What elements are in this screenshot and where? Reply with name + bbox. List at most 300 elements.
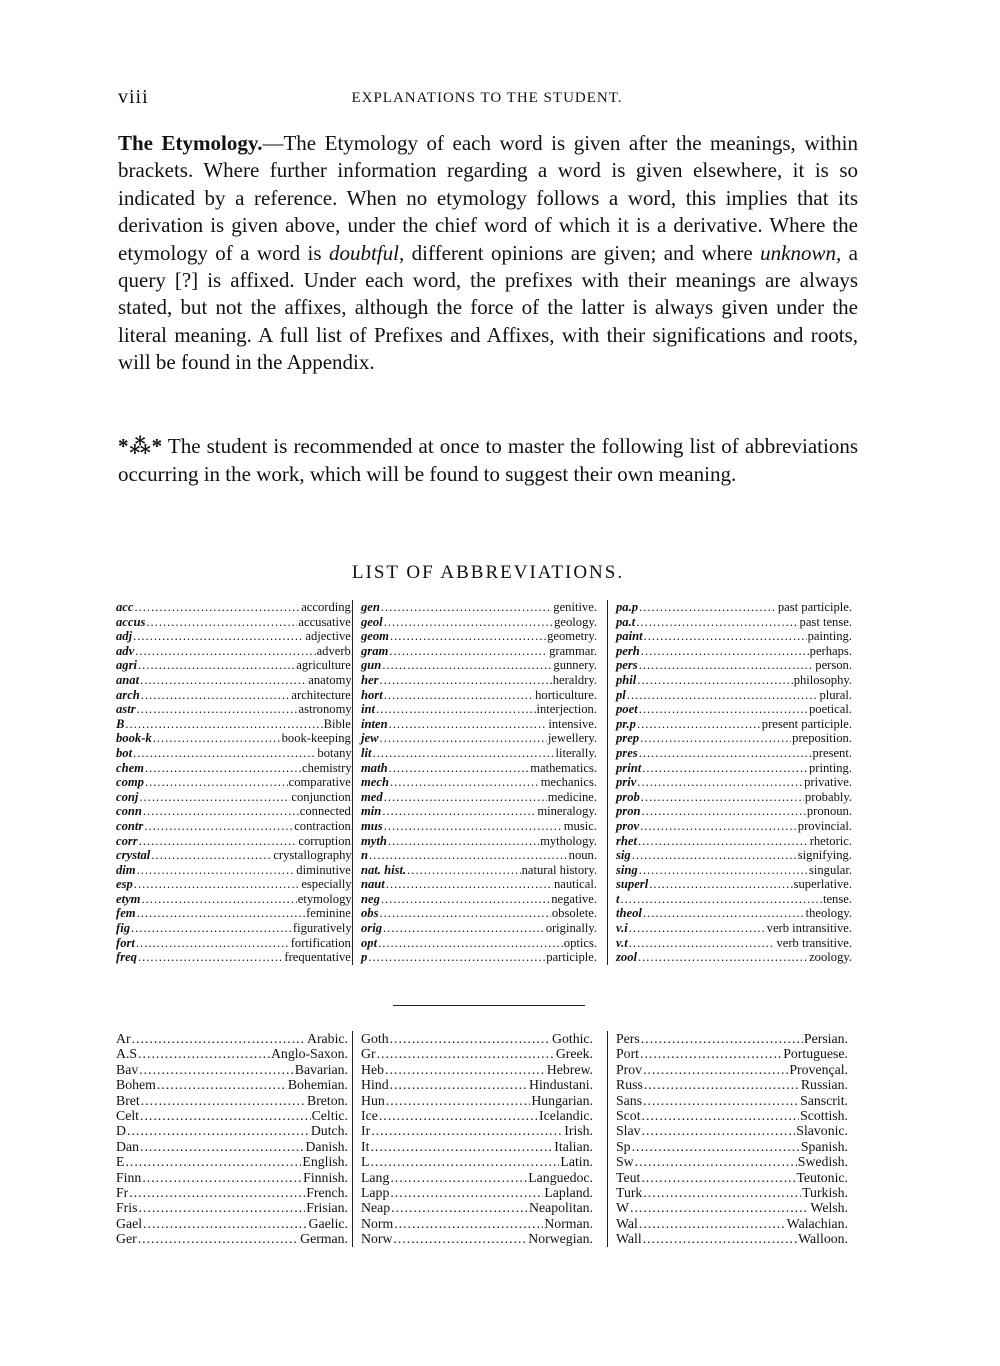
abbreviation-meaning: tense.	[822, 891, 852, 906]
abbreviation-meaning: frequentative.	[284, 950, 354, 965]
abbreviation-entry	[116, 1185, 348, 1200]
abbreviation-entry	[116, 644, 354, 659]
leader-dots	[138, 658, 295, 673]
abbreviation: n	[361, 848, 369, 863]
abbreviation-meaning: obsolete.	[551, 906, 597, 921]
abbreviation-entry	[361, 1154, 593, 1169]
abbreviation: orig	[361, 921, 382, 936]
abbreviation-entry	[116, 921, 354, 936]
abbreviation: Goth	[361, 1031, 389, 1046]
abbreviation-entry	[616, 936, 852, 951]
leader-dots	[146, 615, 297, 630]
abbreviation-entry	[116, 1170, 348, 1185]
abbreviation-entry	[361, 1216, 593, 1231]
abbreviation-entry	[361, 1123, 593, 1138]
abbreviation: pr.p	[616, 716, 636, 731]
abbreviation-meaning: corruption.	[298, 833, 354, 848]
page-number: viii	[118, 86, 149, 108]
leader-dots	[138, 1200, 305, 1215]
abbreviation: accus	[116, 614, 146, 629]
abbreviation: Wal	[616, 1215, 638, 1231]
leader-dots	[384, 615, 553, 630]
leader-dots	[643, 1093, 799, 1108]
abbreviation: Russ	[616, 1077, 643, 1093]
abbreviation: sing	[616, 862, 638, 877]
abbreviation: Finn	[116, 1169, 142, 1185]
leader-dots	[643, 906, 805, 921]
abbreviation: anat	[116, 672, 140, 687]
abbreviation-meaning: participle.	[546, 950, 597, 965]
abbreviation-meaning: Walloon.	[798, 1231, 848, 1247]
abbreviation: Bret	[116, 1092, 140, 1108]
abbreviation-meaning: perhaps.	[809, 643, 852, 658]
abbreviation-meaning: Icelandic.	[538, 1108, 593, 1124]
abbreviation-entry	[116, 629, 354, 644]
leader-dots	[373, 746, 555, 761]
abbreviation-meaning: comparative.	[288, 775, 354, 790]
abbreviation-meaning: English.	[302, 1154, 348, 1170]
abbreviation: geol	[361, 614, 383, 629]
leader-dots	[390, 1031, 551, 1046]
abbreviation: naut	[361, 877, 385, 892]
leader-dots	[135, 644, 315, 659]
abbreviation-meaning: mythology.	[540, 833, 597, 848]
abbreviation: prob	[616, 789, 640, 804]
abbreviation-meaning: Frisian.	[306, 1200, 348, 1216]
etymology-doubtful: doubtful,	[328, 240, 405, 265]
abbreviation-entry	[116, 702, 354, 717]
abbreviation: math	[361, 760, 388, 775]
leader-dots	[394, 1216, 543, 1231]
leader-dots	[644, 629, 807, 644]
leader-dots	[642, 761, 808, 776]
abbreviation-meaning: verb transitive.	[776, 935, 852, 950]
abbreviation-entry	[361, 761, 597, 776]
abbreviation-entry	[616, 848, 852, 863]
abbreviation-entry	[616, 629, 852, 644]
leader-dots	[385, 1062, 546, 1077]
leader-dots	[141, 688, 291, 703]
abbreviation-entry	[616, 1093, 848, 1108]
abbreviation-entry	[116, 819, 354, 834]
leader-dots	[133, 746, 316, 761]
leader-dots	[129, 1185, 305, 1200]
leader-dots	[637, 673, 792, 688]
abbreviation: paint	[616, 629, 643, 644]
leader-dots	[630, 1200, 809, 1215]
abbreviation-meaning: Provençal.	[789, 1061, 848, 1077]
abbreviation-entry	[616, 906, 852, 921]
abbreviation-entry	[116, 950, 354, 965]
abbreviation-entry	[616, 615, 852, 630]
abbreviation-entry	[116, 936, 354, 951]
leader-dots	[371, 1123, 563, 1138]
abbreviation-meaning: Bohemian.	[287, 1077, 348, 1093]
abbreviation-meaning: mineralogy.	[537, 804, 597, 819]
abbreviation-entry	[116, 1123, 348, 1138]
abbreviation: pl	[616, 687, 626, 702]
abbreviation-entry	[616, 950, 852, 965]
leader-dots	[137, 702, 298, 717]
abbreviation-entry	[361, 1093, 593, 1108]
abbreviation: pres	[616, 745, 638, 760]
abbreviation-entry	[116, 717, 354, 732]
leader-dots	[151, 848, 272, 863]
abbreviation: Celt	[116, 1108, 139, 1124]
abbreviation: adv	[116, 643, 135, 658]
leader-dots	[379, 1108, 538, 1123]
abbreviation-meaning: verb intransitive.	[766, 921, 852, 936]
abbreviation: mus	[361, 818, 383, 833]
abbreviation-entry	[361, 600, 597, 615]
leader-dots	[380, 673, 552, 688]
abbreviation-entry	[361, 775, 597, 790]
abbreviation-entry	[361, 906, 597, 921]
abbreviation-entry	[116, 1062, 348, 1077]
abbreviation-entry	[116, 790, 354, 805]
leader-dots	[139, 790, 290, 805]
abbreviation-meaning: originally.	[545, 921, 597, 936]
leader-dots	[621, 892, 822, 907]
abbreviation-meaning: especially.	[301, 877, 354, 892]
student-note	[118, 432, 858, 488]
abbreviation: p	[361, 950, 368, 965]
abbreviation-entry	[361, 1185, 593, 1200]
abbreviation: v.t	[616, 935, 628, 950]
leader-dots	[640, 1046, 782, 1061]
abbreviation: adj	[116, 629, 133, 644]
abbreviation-entry	[361, 936, 597, 951]
abbreviation-meaning: Sanscrit.	[800, 1092, 848, 1108]
abbreviation-entry	[116, 1093, 348, 1108]
abbreviation-entry	[361, 863, 597, 878]
leader-dots	[145, 775, 288, 790]
abbreviation-entry	[361, 702, 597, 717]
abbreviation-meaning: past tense.	[799, 614, 852, 629]
abbreviation: chem	[116, 760, 144, 775]
leader-dots	[637, 717, 761, 732]
abbreviation-meaning: Norman.	[544, 1215, 593, 1231]
abbreviation: Bav	[116, 1061, 139, 1077]
abbreviation: astr	[116, 702, 136, 717]
abbreviation-meaning: zoology.	[809, 950, 852, 965]
abbreviation: Port	[616, 1046, 639, 1062]
leader-dots	[638, 950, 808, 965]
abbreviation-meaning: Arabic.	[307, 1031, 348, 1046]
leader-dots	[141, 892, 296, 907]
abbreviation-meaning: geometry.	[547, 629, 597, 644]
leader-dots	[641, 1031, 803, 1046]
abbreviation-entry	[361, 1231, 593, 1246]
abbreviation: phil	[616, 672, 637, 687]
abbreviation-entry	[116, 892, 354, 907]
abbreviation-meaning: mechanics.	[540, 775, 597, 790]
abbreviations-column-2	[352, 600, 597, 965]
abbreviation-entry	[116, 906, 354, 921]
abbreviation-meaning: painting.	[807, 629, 852, 644]
abbreviation: A.S	[116, 1046, 138, 1062]
abbreviation-entry	[116, 848, 354, 863]
abbreviation-meaning: Persian.	[803, 1031, 848, 1046]
abbreviation: corr	[116, 833, 138, 848]
leader-dots	[407, 863, 520, 878]
abbreviation: Pers	[616, 1031, 640, 1046]
abbreviation-entry	[616, 1170, 848, 1185]
abbreviation: Bohem	[116, 1077, 156, 1093]
abbreviation-meaning: Slavonic.	[796, 1123, 848, 1139]
abbreviation-meaning: Turkish.	[802, 1185, 848, 1201]
etymology-unknown: unknown,	[760, 240, 842, 265]
leader-dots	[641, 1170, 795, 1185]
abbreviation: rhet	[616, 833, 637, 848]
abbreviation: Fr	[116, 1185, 129, 1201]
leader-dots	[153, 731, 281, 746]
abbreviation-meaning: interjection.	[536, 702, 597, 717]
section-divider	[393, 1005, 585, 1006]
abbreviation-entry	[616, 790, 852, 805]
languages-column-3	[607, 1031, 848, 1247]
abbreviation-entry	[116, 863, 354, 878]
abbreviation: dim	[116, 862, 136, 877]
abbreviation: pron	[616, 804, 641, 819]
abbreviation: arch	[116, 687, 140, 702]
leader-dots	[643, 1185, 801, 1200]
abbreviation-entry	[616, 1231, 848, 1246]
abbreviation-entry	[116, 1077, 348, 1092]
abbreviation-meaning: Neapolitan.	[529, 1200, 593, 1216]
abbreviation-meaning: Finnish.	[303, 1169, 348, 1185]
abbreviation: Gr	[361, 1046, 376, 1062]
leader-dots	[127, 1123, 310, 1138]
abbreviation-meaning: Scottish.	[800, 1108, 848, 1124]
leader-dots	[141, 1093, 306, 1108]
abbreviation: obs	[361, 906, 379, 921]
abbreviation: book-k	[116, 731, 152, 746]
abbreviation-entry	[616, 804, 852, 819]
abbreviation-entry	[616, 1216, 848, 1231]
leader-dots	[641, 644, 809, 659]
abbreviation-entry	[361, 615, 597, 630]
leader-dots	[137, 906, 305, 921]
abbreviation: Turk	[616, 1185, 643, 1201]
abbreviation: mech	[361, 775, 389, 790]
abbreviation: theol	[616, 906, 642, 921]
abbreviation: v.i	[616, 921, 628, 936]
abbreviation-meaning: book-keeping.	[281, 731, 354, 746]
leader-dots	[642, 804, 806, 819]
abbreviation-entry	[361, 834, 597, 849]
abbreviation-meaning: Norwegian.	[528, 1231, 593, 1247]
abbreviation-entry	[116, 615, 354, 630]
abbreviation-entry	[116, 775, 354, 790]
abbreviation-entry	[116, 761, 354, 776]
abbreviation-meaning: negative.	[551, 891, 597, 906]
abbreviation-entry	[361, 1108, 593, 1123]
abbreviation: Neap	[361, 1200, 391, 1216]
abbreviation: neg	[361, 891, 380, 906]
abbreviation: zool	[616, 950, 637, 965]
leader-dots	[393, 1231, 527, 1246]
abbreviation: freq	[116, 950, 137, 965]
abbreviation: jew	[361, 731, 379, 746]
leader-dots	[134, 600, 300, 615]
abbreviation: It	[361, 1138, 370, 1154]
abbreviation-entry	[616, 1108, 848, 1123]
leader-dots	[386, 1093, 531, 1108]
abbreviation-meaning: Teutonic.	[796, 1169, 848, 1185]
abbreviation: D	[116, 1123, 126, 1139]
leader-dots	[137, 863, 296, 878]
abbreviation-meaning: Danish.	[305, 1138, 348, 1154]
abbreviation-meaning: architecture.	[291, 687, 354, 702]
abbreviation: acc	[116, 600, 134, 614]
abbreviation-entry	[616, 644, 852, 659]
leader-dots	[639, 863, 808, 878]
abbreviation-meaning: Italian.	[554, 1138, 593, 1154]
abbreviation-meaning: geology.	[554, 614, 597, 629]
abbreviation: superl	[616, 877, 649, 892]
abbreviation-meaning: grammar.	[549, 643, 597, 658]
abbreviation-meaning: Celtic.	[311, 1108, 348, 1124]
abbreviation-entry	[616, 834, 852, 849]
leader-dots	[132, 1031, 306, 1046]
abbreviation-meaning: medicine.	[547, 789, 597, 804]
abbreviation-entry	[616, 1185, 848, 1200]
leader-dots	[369, 848, 568, 863]
leader-dots	[642, 1108, 800, 1123]
abbreviation-entry	[116, 1139, 348, 1154]
leader-dots	[637, 775, 803, 790]
abbreviation-meaning: music.	[563, 818, 597, 833]
abbreviation: Lapp	[361, 1185, 390, 1201]
leader-dots	[383, 921, 545, 936]
abbreviation: poet	[616, 702, 638, 717]
abbreviation-entry	[361, 731, 597, 746]
languages-column-1	[116, 1031, 348, 1247]
leader-dots	[140, 1139, 304, 1154]
abbreviation-meaning: Bible.	[323, 716, 354, 731]
abbreviation: Heb	[361, 1061, 384, 1077]
abbreviation-entry	[616, 819, 852, 834]
leader-dots	[134, 877, 301, 892]
abbreviation-meaning: feminine.	[306, 906, 354, 921]
leader-dots	[390, 1077, 528, 1092]
abbreviation: Dan	[116, 1138, 139, 1154]
abbreviation-meaning: provincial.	[797, 818, 852, 833]
abbreviation: B	[116, 716, 125, 731]
abbreviation: her	[361, 672, 379, 687]
leader-dots	[643, 1062, 788, 1077]
abbreviation: fort	[116, 935, 135, 950]
abbreviation: Sw	[616, 1154, 634, 1170]
abbreviation-entry	[116, 673, 354, 688]
leader-dots	[368, 950, 545, 965]
leader-dots	[157, 1077, 287, 1092]
abbreviation-meaning: French.	[306, 1185, 348, 1201]
abbreviation-meaning: optics.	[563, 935, 597, 950]
leader-dots	[639, 600, 777, 615]
leader-dots	[382, 658, 552, 673]
abbreviation-entry	[616, 1123, 848, 1138]
abbreviation: prep	[616, 731, 640, 746]
abbreviation-entry	[361, 688, 597, 703]
abbreviation-meaning: Spanish.	[800, 1138, 848, 1154]
abbreviation: gun	[361, 658, 382, 673]
leader-dots	[632, 848, 797, 863]
abbreviation: lit	[361, 745, 372, 760]
abbreviation-meaning: conjunction.	[291, 789, 354, 804]
abbreviation-entry	[116, 658, 354, 673]
page-header	[118, 86, 856, 112]
leader-dots	[125, 717, 322, 732]
leader-dots	[389, 644, 548, 659]
abbreviation-meaning: contraction.	[294, 818, 354, 833]
abbreviation-meaning: Irish.	[564, 1123, 593, 1139]
leader-dots	[636, 615, 798, 630]
abbreviation: W	[616, 1200, 630, 1216]
abbreviation-meaning: connected.	[299, 804, 354, 819]
abbreviation: gram	[361, 643, 389, 658]
abbreviation-meaning: philosophy.	[793, 672, 852, 687]
abbreviation-meaning: rhetoric.	[809, 833, 852, 848]
leader-dots	[381, 892, 550, 907]
abbreviation: conj	[116, 789, 139, 804]
abbreviation-meaning: accusative.	[298, 614, 354, 629]
abbreviation-entry	[361, 848, 597, 863]
abbreviation-entry	[361, 892, 597, 907]
abbreviation-meaning: natural history.	[521, 862, 597, 877]
leader-dots	[642, 1123, 796, 1138]
abbreviation-entry	[361, 746, 597, 761]
abbreviation: Slav	[616, 1123, 641, 1139]
student-note-text: The student is recommended at once to master the following list of abbreviations occurring in the work, which will be found to suggest their own meaning.	[118, 434, 858, 486]
abbreviation: hort	[361, 687, 383, 702]
leader-dots	[139, 1062, 294, 1077]
abbreviation-entry	[616, 702, 852, 717]
abbreviation-entry	[616, 673, 852, 688]
abbreviation: Ice	[361, 1108, 378, 1124]
abbreviation: Ar	[116, 1031, 131, 1046]
abbreviation-meaning: genitive.	[553, 600, 597, 614]
etymology-text-2: different opinions are given; and where	[404, 240, 761, 265]
leader-dots	[139, 834, 298, 849]
abbreviation-meaning: signifying.	[797, 848, 852, 863]
abbreviation: perh	[616, 643, 640, 658]
abbreviation-entry	[116, 731, 354, 746]
leader-dots	[639, 658, 815, 673]
abbreviation-meaning: Anglo-Saxon.	[270, 1046, 348, 1062]
leader-dots	[629, 936, 776, 951]
abbreviation-meaning: botany.	[317, 745, 354, 760]
abbreviation-meaning: privative.	[804, 775, 852, 790]
abbreviation-entry	[116, 1231, 348, 1246]
abbreviation-entry	[116, 1200, 348, 1215]
abbreviation: med	[361, 789, 383, 804]
abbreviation-meaning: superlative.	[793, 877, 852, 892]
abbreviation: min	[361, 804, 382, 819]
abbreviation-entry	[361, 629, 597, 644]
abbreviation-entry	[116, 688, 354, 703]
abbreviation-entry	[361, 1170, 593, 1185]
leader-dots	[389, 761, 530, 776]
abbreviation-entry	[116, 1108, 348, 1123]
abbreviation-meaning: figuratively.	[292, 921, 354, 936]
leader-dots	[125, 1154, 301, 1169]
languages-column-2	[352, 1031, 593, 1247]
leader-dots	[140, 1108, 311, 1123]
abbreviation: Ger	[116, 1231, 137, 1247]
abbreviation: conn	[116, 804, 142, 819]
